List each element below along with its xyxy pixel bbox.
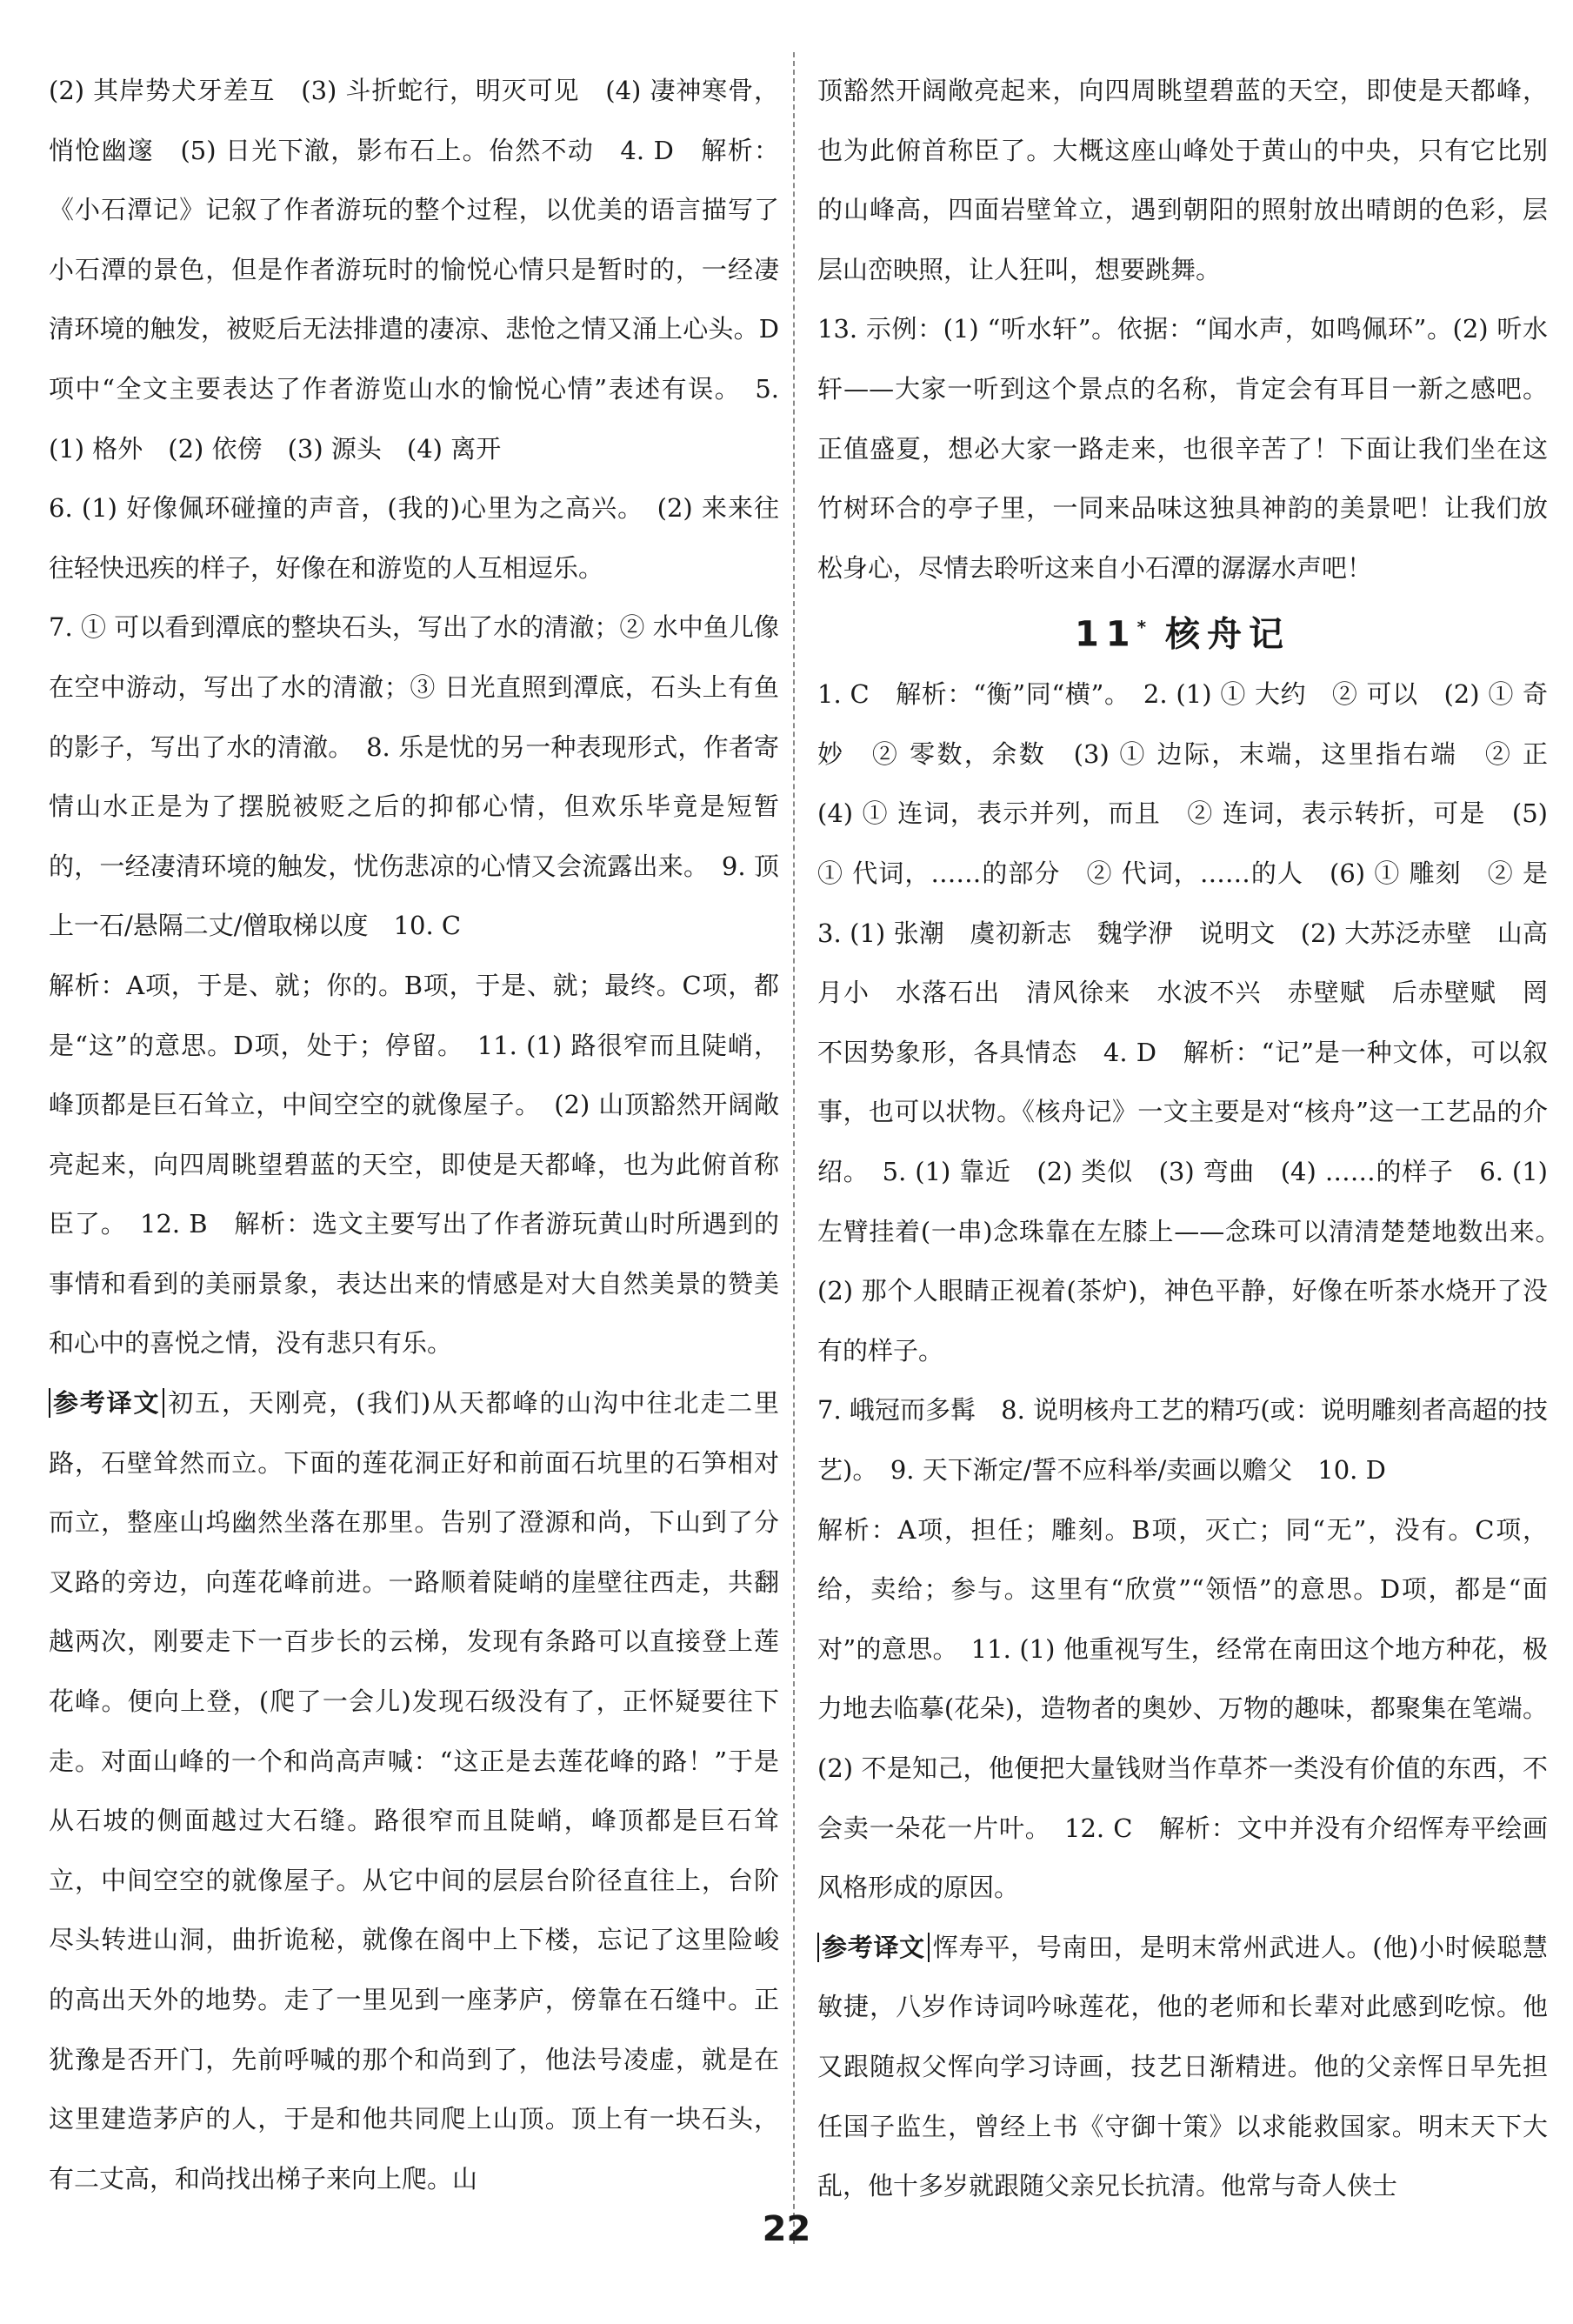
translation-tag: 参考译文 [49, 1388, 164, 1418]
right-column [817, 61, 1573, 2216]
translation-tag: 参考译文 [817, 1933, 930, 1962]
column-divider [793, 52, 795, 2244]
section-title: 核舟记 [1165, 614, 1291, 655]
translation-continued: 顶豁然开阔敞亮起来，向四周眺望碧蓝的天空，即使是天都峰，也为此俯首称臣了。大概这座山峰处于黄山的中央，只有它比别的山峰高，四面岩壁耸立，遇到朝阳的照射放出晴朗的色彩，层层山峦映照，让人狂叫，想要跳舞。 [817, 76, 1548, 284]
answers-7-10: 7. 峨冠而多髯 8. 说明核舟工艺的精巧(或：说明雕刻者高超的技艺)。 9. 天下渐定/誓不应科举/卖画以赡父 10. D [817, 1395, 1548, 1485]
section-mark: * [1136, 617, 1147, 638]
translation-text: 恽寿平，号南田，是明末常州武进人。(他)小时候聪慧敏捷，八岁作诗词吟咏莲花，他的老师和长辈对此感到吃惊。他又跟随叔父恽向学习诗画，技艺日渐精进。他的父亲恽日早先担任国子监生，曾经上书《守御十策》以求能救国家。明末天下大乱，他十多岁就跟随父亲兄长抗清。他常与奇人侠士 [817, 1932, 1548, 2201]
reference-translation [817, 1918, 1548, 2216]
section-number: 11 [1074, 614, 1137, 655]
reference-translation [49, 1373, 779, 2208]
left-column [49, 61, 779, 2208]
answer-6: 6. (1) 好像佩环碰撞的声音，(我的)心里为之高兴。 (2) 来来往往轻快迅疾的样子，好像在和游览的人互相逗乐。 [49, 493, 779, 583]
answers-10-12: 解析：A项，担任；雕刻。B项，灭亡；同“无”，没有。C项，给，卖给；参与。这里有“欣赏”“领悟”的意思。D项，都是“面对”的意思。 11. (1) 他重视写生，经常在南田这个地方种花，极力地去临摹(花朵)，造物者的奥妙、万物的趣味，都聚集在笔端。(2) 不是知己，他便把大量钱财当作草芥一类没有价值的东西，不会卖一朵花一片叶。 12. C 解析：文中并没有介绍恽寿平绘画风格形成的原因。 [817, 1514, 1548, 1903]
answer-13: 13. 示例：(1) “听水轩”。依据：“闻水声，如鸣佩环”。(2) 听水轩——大家一听到这个景点的名称，肯定会有耳目一新之感吧。正值盛夏，想必大家一路走来，也很辛苦了！下面让我们坐在这竹树环合的亭子里，一同来品味这独具神韵的美景吧！让我们放松身心，尽情去聆听这来自小石潭的潺潺水声吧！ [817, 314, 1548, 583]
answers-10-12: 解析：A项，于是、就；你的。B项，于是、就；最终。C项，都是“这”的意思。D项，处于；停留。 11. (1) 路很窄而且陡峭，峰顶都是巨石耸立，中间空空的就像屋子。 (2) 山顶豁然开阔敞亮起来，向四周眺望碧蓝的天空，即使是天都峰，也为此俯首称臣了。 12. B 解析：选文主要写出了作者游玩黄山时所遇到的事情和看到的美丽景象，表达出来的情感是对大自然美景的赞美和心中的喜悦之情，没有悲只有乐。 [49, 970, 779, 1359]
answers-block-1: (2) 其岸势犬牙差互 (3) 斗折蛇行，明灭可见 (4) 凄神寒骨，悄怆幽邃 (5) 日光下澈，影布石上。佁然不动 4. D 解析：《小石潭记》记叙了作者游玩的整个过程，以优美的语言描写了小石潭的景色，但是作者游玩时的愉悦心情只是暂时的，一经凄清环境的触发，被贬后无法排遣的凄凉、悲怆之情又涌上心头。D项中“全文主要表达了作者游览山水的愉悦心情”表述有误。 5. (1) 格外 (2) 依傍 (3) 源头 (4) 离开 [49, 76, 779, 464]
translation-text: 初五，天刚亮，(我们)从天都峰的山沟中往北走二里路，石壁耸然而立。下面的莲花洞正好和前面石坑里的石笋相对而立，整座山坞幽然坐落在那里。告别了澄源和尚，下山到了分叉路的旁边，向莲花峰前进。一路顺着陡峭的崖壁往西走，共翻越两次，刚要走下一百步长的云梯，发现有条路可以直接登上莲花峰。便向上登，(爬了一会儿)发现石级没有了，正怀疑要往下走。对面山峰的一个和尚高声喊：“这正是去莲花峰的路！”于是从石坡的侧面越过大石缝。路很窄而且陡峭，峰顶都是巨石耸立，中间空空的就像屋子。从它中间的层层台阶径直往上，台阶尽头转进山洞，曲折诡秘，就像在阁中上下楼，忘记了这里险峻的高出天外的地势。走了一里见到一座茅庐，傍靠在石缝中。正犹豫是否开门，先前呼喊的那个和尚到了，他法号凌虚，就是在这里建造茅庐的人，于是和他共同爬上山顶。顶上有一块石头，有二丈高，和尚找出梯子来向上爬。山 [49, 1388, 779, 2194]
section-heading [817, 598, 1548, 664]
answers-1-6: 1. C 解析：“衡”同“横”。 2. (1) ① 大约 ② 可以 (2) ① 奇妙 ② 零数，余数 (3) ① 边际，末端，这里指右端 ② 正 (4) ① 连词，表示并列，而且 ② 连词，表示转折，可是 (5) ① 代词，……的部分 ② 代词，……的人 (6) ① 雕刻 ② 是 3. (1) 张潮 虞初新志 魏学洢 说明文 (2) 大苏泛赤壁 山高月小 水落石出 清风徐来 水波不兴 赤壁赋 后赤壁赋 罔不因势象形，各具情态 4. D 解析：“记”是一种文体，可以叙事，也可以状物。《核舟记》一文主要是对“核舟”这一工艺品的介绍。 5. (1) 靠近 (2) 类似 (3) 弯曲 (4) ……的样子 6. (1) 左臂挂着(一串)念珠靠在左膝上——念珠可以清清楚楚地数出来。 (2) 那个人眼睛正视着(茶炉)，神色平静，好像在听茶水烧开了没有的样子。 [817, 679, 1573, 1366]
page-number: 22 [762, 2209, 811, 2249]
answers-7-10: 7. ① 可以看到潭底的整块石头，写出了水的清澈；② 水中鱼儿像在空中游动，写出了水的清澈；③ 日光直照到潭底，石头上有鱼的影子，写出了水的清澈。 8. 乐是忧的另一种表现形式，作者寄情山水正是为了摆脱被贬之后的抑郁心情，但欢乐毕竟是短暂的，一经凄清环境的触发，忧伤悲凉的心情又会流露出来。 9. 顶上一石/悬隔二丈/僧取梯以度 10. C [49, 612, 779, 941]
